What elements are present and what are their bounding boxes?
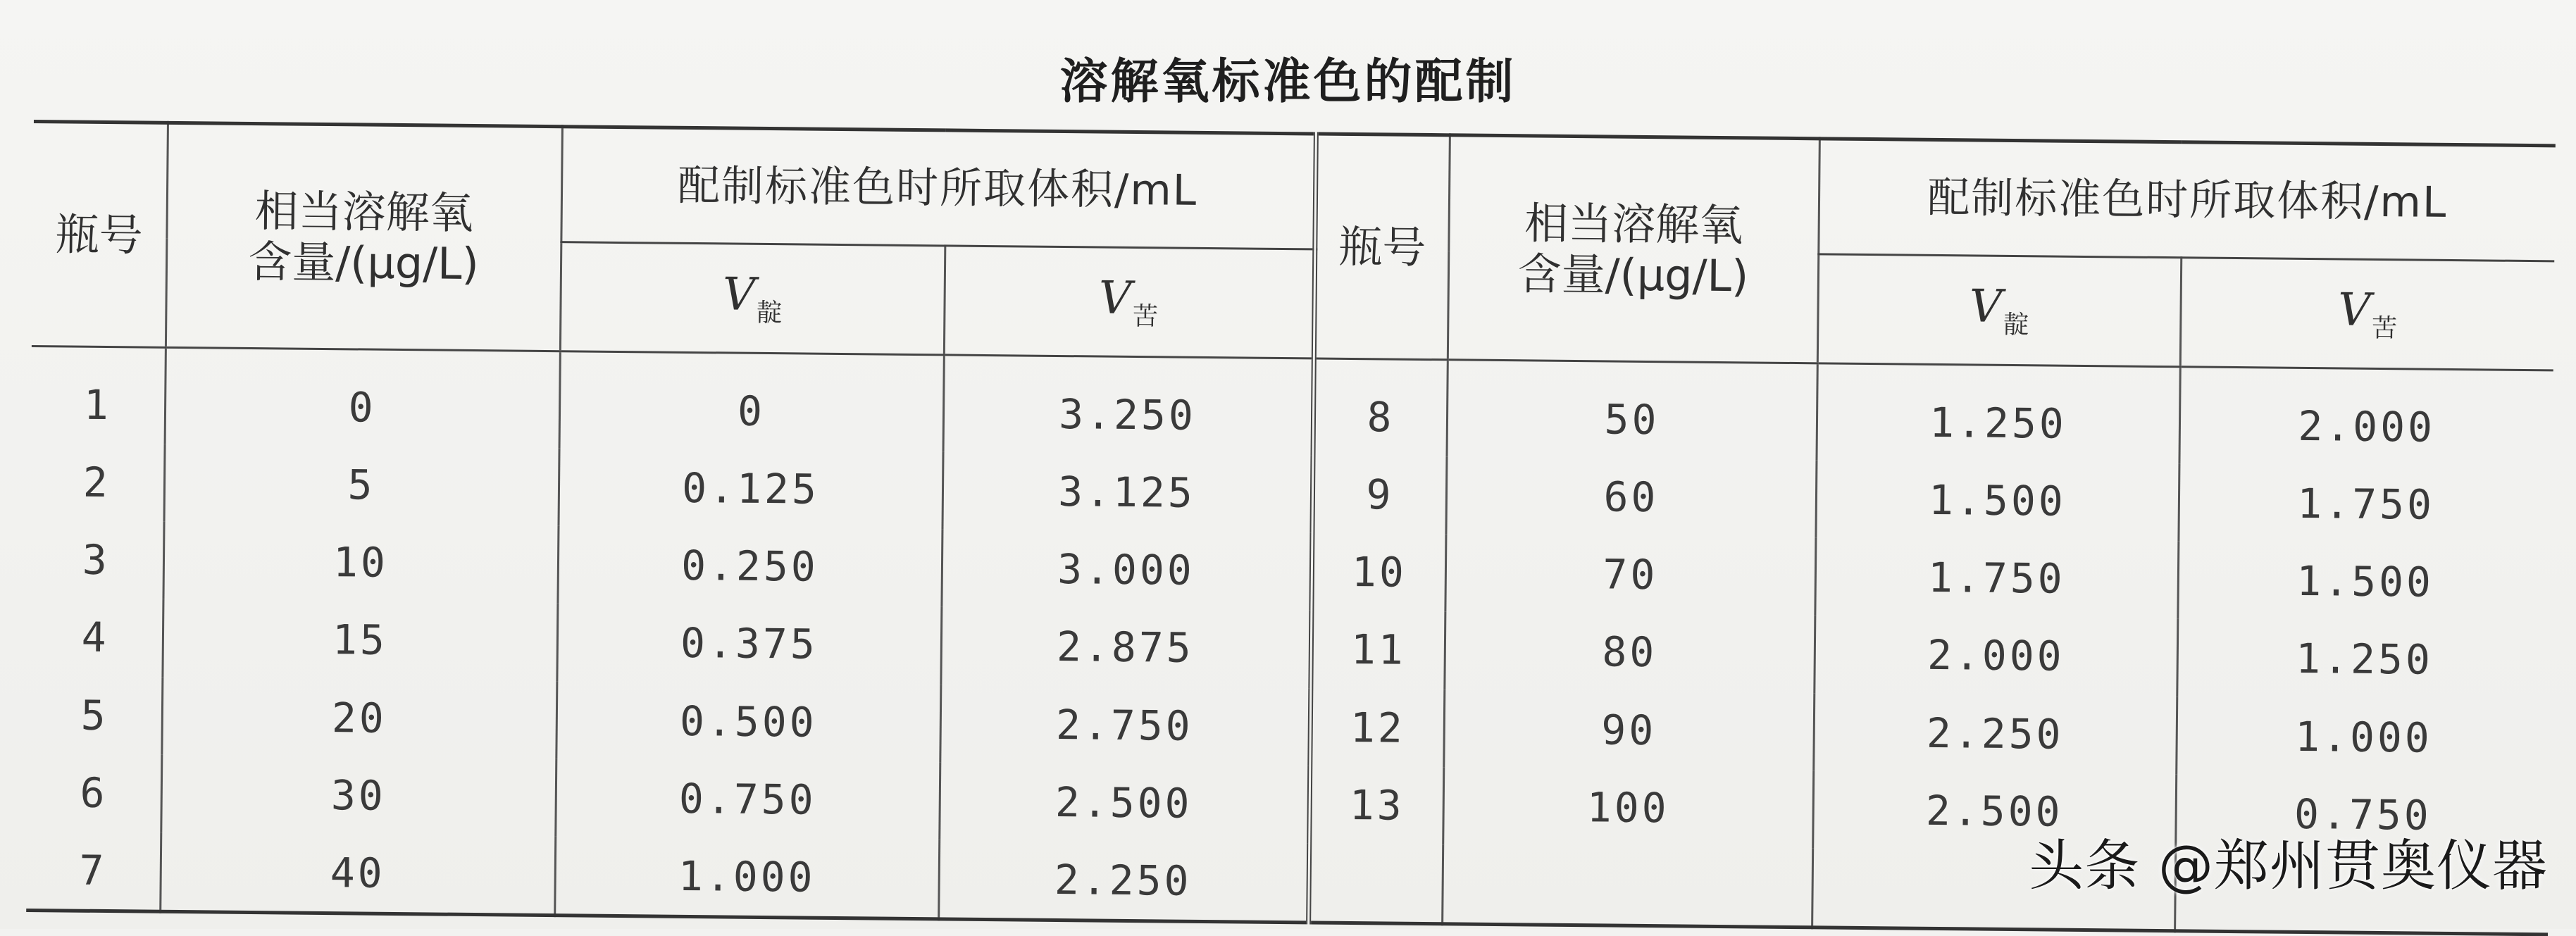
cell-bottle-no: 7 xyxy=(79,846,107,894)
cell-v-dian: 0.375 xyxy=(556,604,941,685)
v-symbol: V xyxy=(1969,280,2003,333)
header-volume-right: 配制标准色时所取体积/mL xyxy=(1818,139,2556,261)
cell-v-ku: 2.750 xyxy=(940,685,1310,766)
cell-v-dian: 1.500 xyxy=(1815,460,2179,541)
cell-v-dian: 1.250 xyxy=(1816,363,2179,464)
cell-v-dian: 0.250 xyxy=(557,525,942,606)
cell-bottle-no: 6 xyxy=(80,768,108,817)
cell-v-dian: 2.250 xyxy=(1813,693,2177,774)
v-symbol: V xyxy=(2337,284,2371,337)
cell-bottle-no: 2 xyxy=(82,458,111,507)
cell-content: 40 xyxy=(160,832,555,916)
cell-v-dian: 0.750 xyxy=(555,759,940,840)
header-v-dian-right xyxy=(1817,254,2181,367)
cell-v-ku: 2.875 xyxy=(940,607,1311,688)
cell-v-dian: 2.500 xyxy=(1812,770,2176,851)
standard-color-table xyxy=(26,120,2556,936)
cell-content: 10 xyxy=(163,522,558,603)
cell-v-dian: 2.000 xyxy=(1814,616,2177,697)
cell-v-ku: 1.000 xyxy=(2176,697,2550,778)
header-content-right xyxy=(1448,135,1819,363)
v-subscript: 苦 xyxy=(1132,301,1159,332)
watermark-text: 头条 @郑州贯奥仪器 xyxy=(2029,835,2548,898)
cell-bottle-no: 10 xyxy=(1311,533,1445,612)
cell-v-dian: 1.750 xyxy=(1815,538,2178,619)
cell-content: 90 xyxy=(1443,689,1814,770)
header-v-ku-left xyxy=(944,246,1314,358)
table-title: 溶解氧标准色的配制 xyxy=(1059,54,1517,110)
header-bottle-no-right: 瓶号 xyxy=(1314,134,1450,360)
cell-content: 100 xyxy=(1443,767,1813,848)
cell-content: 70 xyxy=(1445,535,1815,616)
cell-content: 50 xyxy=(1446,360,1817,461)
header-content-line1: 相当溶解氧 xyxy=(1524,197,1743,251)
cell-content: 15 xyxy=(162,599,557,680)
v-subscript: 靛 xyxy=(756,298,783,328)
header-content-line2: 含量/(μg/L) xyxy=(247,235,480,289)
cell-content: 5 xyxy=(164,444,559,525)
header-content-left xyxy=(166,123,562,351)
cell-v-ku: 3.125 xyxy=(942,452,1312,533)
header-v-ku-right xyxy=(2180,258,2554,370)
cell-bottle-no: 9 xyxy=(1312,456,1446,535)
cell-bottle-no: 5 xyxy=(80,691,108,740)
cell-v-dian: 1.000 xyxy=(554,836,939,919)
cell-v-ku: 3.250 xyxy=(943,355,1314,456)
cell-v-ku: 0.750 xyxy=(2175,774,2549,855)
v-subscript: 靛 xyxy=(2003,310,2029,339)
cell-v-ku: 1.500 xyxy=(2177,542,2551,623)
header-content-line1: 相当溶解氧 xyxy=(254,185,474,239)
cell-content: 60 xyxy=(1445,456,1816,537)
header-v-dian-left xyxy=(560,242,945,355)
header-content-line2: 含量/(μg/L) xyxy=(1517,247,1749,301)
header-volume-left: 配制标准色时所取体积/mL xyxy=(561,127,1316,249)
cell-content: 80 xyxy=(1444,612,1815,693)
cell-v-ku: 1.250 xyxy=(2177,619,2551,700)
cell-bottle-no: 8 xyxy=(1313,358,1448,456)
cell-content xyxy=(1442,844,1812,928)
cell-bottle-no xyxy=(1308,843,1443,924)
v-subscript: 苦 xyxy=(2371,313,2398,344)
cell-bottle-no: 4 xyxy=(81,613,109,662)
cell-v-dian: 0.125 xyxy=(559,448,943,529)
cell-v-ku: 1.750 xyxy=(2178,463,2552,544)
cell-content: 30 xyxy=(161,754,556,835)
cell-bottle-no: 1 xyxy=(83,380,112,430)
cell-content: 0 xyxy=(165,347,560,448)
header-bottle-no-left: 瓶号 xyxy=(32,121,168,347)
cell-v-ku: 2.500 xyxy=(939,762,1309,843)
cell-v-ku: 2.000 xyxy=(2179,367,2553,468)
cell-bottle-no: 12 xyxy=(1309,688,1444,767)
cell-content: 20 xyxy=(161,677,556,758)
cell-v-dian: 0 xyxy=(559,351,944,452)
cell-bottle-no: 11 xyxy=(1310,611,1445,689)
table-container xyxy=(26,120,2556,936)
v-symbol: V xyxy=(722,268,756,321)
cell-bottle-no: 13 xyxy=(1309,766,1443,844)
cell-v-ku: 2.250 xyxy=(938,840,1309,923)
v-symbol: V xyxy=(1098,272,1132,325)
cell-v-dian: 0.500 xyxy=(556,681,940,762)
cell-bottle-no: 3 xyxy=(82,536,111,585)
cell-v-ku: 3.000 xyxy=(941,530,1312,611)
